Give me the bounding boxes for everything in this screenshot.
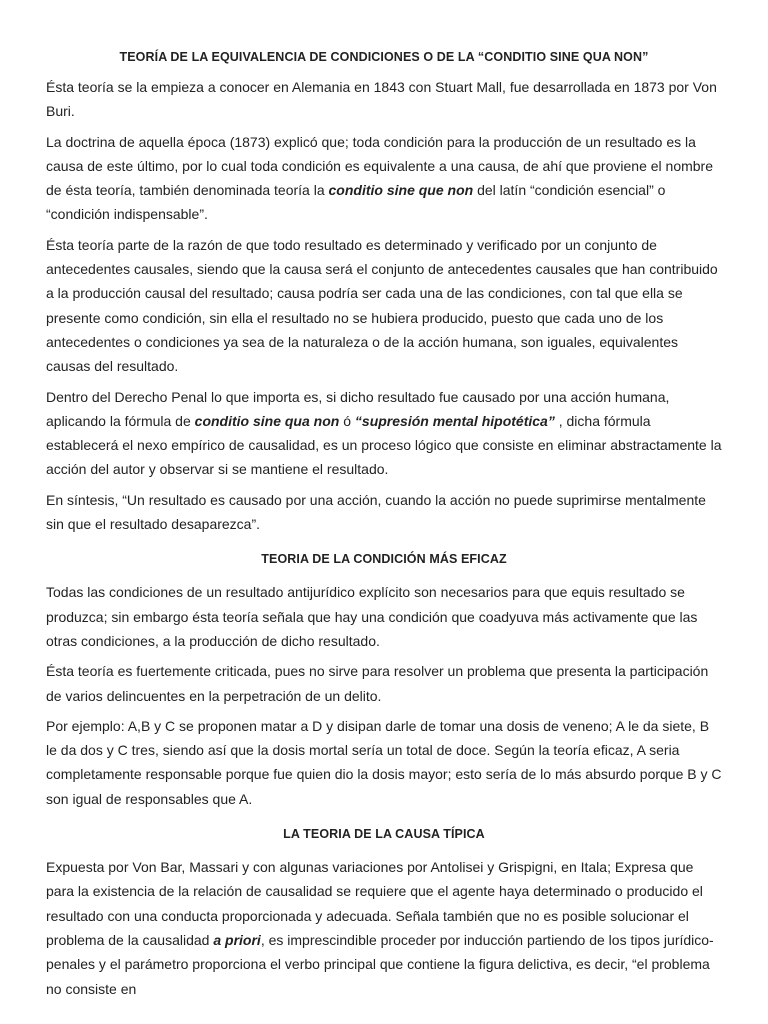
text-run: Dentro del Derecho Penal lo que importa es, si dicho resultado fue causado por una acción humana, aplicando la fórmula de: [46, 388, 670, 429]
emphasis-text: conditio sine que non: [328, 182, 474, 199]
text-run: ó: [339, 412, 355, 429]
text-run: del latín “condición esencial” o “condición indispensable”.: [46, 182, 666, 223]
paragraph: Por ejemplo: A,B y C se proponen matar a D y disipan darle de tomar una dosis de veneno; A le da siete, B le da dos y C tres, siendo así que la dosis mortal sería un total de doce. Según la teoría eficaz, A seria completamente responsable porque fue quien dio la dosis mayor; esto sería de lo más absurdo porque B y C son igual de responsables que A.: [46, 717, 722, 807]
paragraph: En síntesis, “Un resultado es causado por una acción, cuando la acción no puede suprimirse mentalmente sin que el resultado desaparezca”.: [46, 491, 706, 533]
section-heading-condicion-eficaz: TEORIA DE LA CONDICIÓN MÁS EFICAZ: [261, 552, 507, 567]
paragraph: [46, 385, 722, 482]
paragraph: Ésta teoría es fuertemente criticada, pues no sirve para resolver un problema que presenta la participación de varios delincuentes en la perpetración de un delito.: [46, 663, 709, 704]
text-run: Expuesta por Von Bar, Massari y con algunas variaciones por Antolisei y Grispigni, en Itala; Expresa que para la existencia de la relación de causalidad se requiere que el agente haya determinado o producido el resultado con una conducta proporcionada y adecuada. Señala también que no es posible solucionar el problema de la causalidad: [46, 859, 703, 948]
text-run: , dicha fórmula establecerá el nexo empírico de causalidad, es un proceso lógico que consiste en eliminar abstractamente la acción del autor y observar si se mantiene el resultado.: [46, 412, 722, 478]
paragraph: [46, 130, 722, 227]
emphasis-text: “supresión mental hipotética”: [354, 412, 555, 429]
emphasis-text: a priori: [213, 931, 261, 948]
section-heading-causa-tipica: LA TEORIA DE LA CAUSA TÍPICA: [283, 827, 485, 842]
paragraph: [46, 855, 722, 1001]
text-run: La doctrina de aquella época (1873) explicó que; toda condición para la producción de un resultado es la causa de este último, por lo cual toda condición es equivalente a una causa, de ahí que proviene el nombre de ésta teoría, también denominada teoría la: [46, 133, 713, 199]
paragraph: Ésta teoría se la empieza a conocer en Alemania en 1843 con Stuart Mall, fue desarrollada en 1873 por Von Buri.: [46, 79, 717, 120]
text-run: , es imprescindible proceder por inducción partiendo de los tipos jurídico-penales y el parámetro proporciona el verbo principal que contiene la figura delictiva, es decir, “el problema no consiste en: [46, 931, 714, 997]
paragraph: Ésta teoría parte de la razón de que todo resultado es determinado y verificado por un conjunto de antecedentes causales, siendo que la causa será el conjunto de antecedentes causales que han contribuido a la producción causal del resultado; causa podría ser cada una de las condiciones, con tal que ella se presente como condición, sin ella el resultado no se hubiera producido, puesto que cada uno de los antecedentes o condiciones ya sea de la naturaleza o de la acción humana, son iguales, equivalentes causas del resultado.: [46, 236, 718, 375]
emphasis-text: conditio sine qua non: [194, 412, 340, 429]
paragraph: Todas las condiciones de un resultado antijurídico explícito son necesarios para que equis resultado se produzca; sin embargo ésta teoría señala que hay una condición que coadyuva más activamente que las otras condiciones, a la producción de dicho resultado.: [46, 584, 698, 649]
section-heading-equivalencia: TEORÍA DE LA EQUIVALENCIA DE CONDICIONES O DE LA “CONDITIO SINE QUA NON”: [119, 50, 649, 64]
